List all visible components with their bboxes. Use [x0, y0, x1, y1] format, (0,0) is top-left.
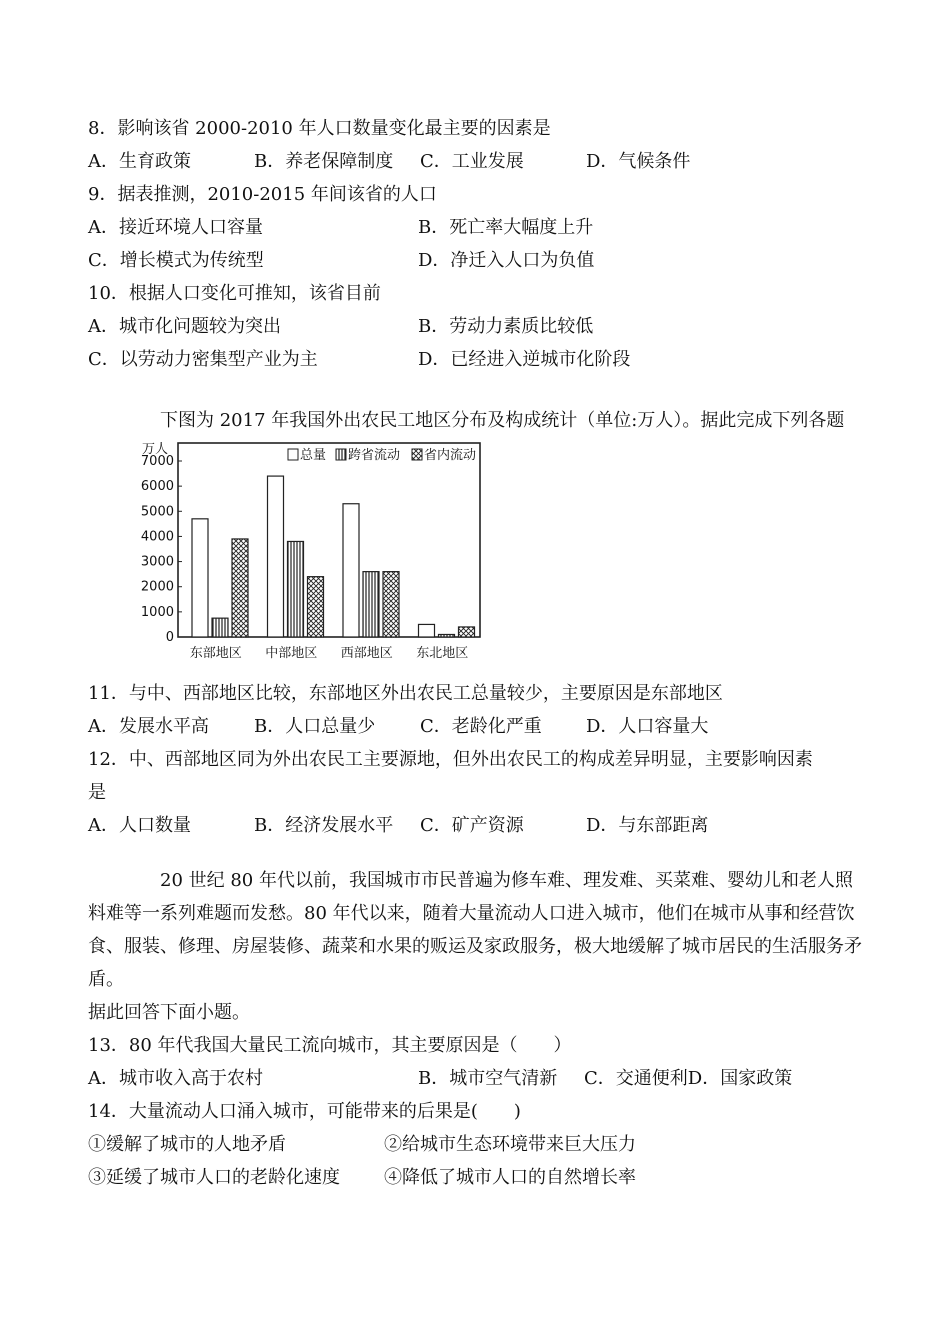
- q10-options-row2: [88, 343, 868, 376]
- legend-label: 跨省流动: [348, 448, 401, 463]
- q13-options: [88, 1062, 868, 1095]
- category-label: 西部地区: [340, 646, 393, 661]
- q14-item-4: ④降低了城市人口的自然增长率: [384, 1167, 636, 1188]
- q9-options-row2: [88, 244, 868, 277]
- category-label: 东部地区: [189, 646, 242, 661]
- bar: [308, 577, 324, 637]
- bar: [383, 572, 399, 637]
- q13-option-c[interactable]: C．交通便利: [584, 1068, 688, 1089]
- q8-stem: 8．影响该省 2000-2010 年人口数量变化最主要的因素是: [88, 118, 551, 139]
- q10-option-b[interactable]: B．劳动力素质比较低: [418, 316, 594, 337]
- q14-item-3: ③延缓了城市人口的老龄化速度: [88, 1167, 340, 1188]
- bar: [343, 504, 359, 637]
- migrant-worker-bar-chart: [116, 441, 486, 673]
- legend-swatch: [412, 449, 422, 460]
- legend-swatch: [336, 449, 346, 460]
- y-tick-label: 5000: [140, 504, 174, 520]
- exam-page: [88, 112, 868, 1194]
- plot-frame: [178, 443, 480, 637]
- q12-option-a[interactable]: A．人口数量: [88, 815, 191, 836]
- q11-stem: 11．与中、西部地区比较，东部地区外出农民工总量较少，主要原因是东部地区: [88, 683, 723, 704]
- y-tick-label: 7000: [140, 454, 174, 469]
- bar: [212, 618, 228, 637]
- q13-stem: 13．80 年代我国大量民工流向城市，其主要原因是（ ）: [88, 1035, 572, 1056]
- q10-option-c[interactable]: C．以劳动力密集型产业为主: [88, 349, 318, 370]
- legend-label: 总量: [300, 448, 327, 463]
- y-axis-unit-label: 万人: [142, 442, 169, 457]
- q12-option-b[interactable]: B．经济发展水平: [254, 815, 394, 836]
- q8-option-c[interactable]: C．工业发展: [420, 151, 524, 172]
- q12-options: [88, 809, 868, 842]
- bar: [439, 634, 455, 637]
- passage-tail: 据此回答下面小题。: [88, 1002, 250, 1023]
- y-tick-label: 2000: [140, 579, 174, 595]
- chart-intro: 下图为 2017 年我国外出农民工地区分布及构成统计（单位:万人）。据此完成下列各题: [160, 410, 845, 431]
- q9-option-b[interactable]: B．死亡率大幅度上升: [418, 217, 594, 238]
- q11-option-b[interactable]: B．人口总量少: [254, 716, 376, 737]
- q9-options-row1: [88, 211, 868, 244]
- q9-option-c[interactable]: C．增长模式为传统型: [88, 250, 264, 271]
- y-tick-label: 1000: [140, 604, 174, 620]
- q8-option-b[interactable]: B．养老保障制度: [254, 151, 394, 172]
- bar: [459, 627, 475, 637]
- q12-stem-line1: 12．中、西部地区同为外出农民工主要源地，但外出农民工的构成差异明显，主要影响因素: [88, 749, 813, 770]
- q14-stem: 14．大量流动人口涌入城市，可能带来的后果是( ): [88, 1101, 521, 1122]
- bar: [419, 624, 435, 637]
- y-tick-label: 3000: [140, 554, 174, 570]
- category-label: 东北地区: [416, 646, 469, 661]
- legend-swatch: [288, 449, 298, 460]
- spacer: [88, 376, 868, 404]
- bar: [192, 519, 208, 637]
- q9-option-d[interactable]: D．净迁入人口为负值: [418, 250, 595, 271]
- q10-option-a[interactable]: A．城市化问题较为突出: [88, 316, 281, 337]
- q10-option-d[interactable]: D．已经进入逆城市化阶段: [418, 349, 631, 370]
- bar: [363, 572, 379, 637]
- legend-label: 省内流动: [424, 448, 477, 463]
- q11-options: [88, 710, 868, 743]
- q8-option-a[interactable]: A．生育政策: [88, 151, 191, 172]
- q13-option-a[interactable]: A．城市收入高于农村: [88, 1068, 263, 1089]
- spacer: [88, 842, 868, 864]
- y-tick-label: 6000: [140, 479, 174, 495]
- q14-item-2: ②给城市生态环境带来巨大压力: [384, 1134, 636, 1155]
- q12-stem-line2: 是: [88, 782, 106, 803]
- q12-option-c[interactable]: C．矿产资源: [420, 815, 524, 836]
- y-tick-label: 4000: [140, 529, 174, 545]
- q9-option-a[interactable]: A．接近环境人口容量: [88, 217, 263, 238]
- bar: [232, 539, 248, 637]
- q14-items-row2: [88, 1161, 868, 1194]
- passage-intro: 20 世纪 80 年代以前，我国城市市民普遍为修车难、理发难、买菜难、婴幼儿和老人照料难等一系列难题而发愁。80 年代以来，随着大量流动人口进入城市，他们在城市从事和经营饮食、服装、修理、房屋装修、蔬菜和水果的贩运及家政服务，极大地缓解了城市居民的生活服务矛盾。: [88, 870, 862, 990]
- q8-option-d[interactable]: D．气候条件: [586, 151, 691, 172]
- q11-option-c[interactable]: C．老龄化严重: [420, 716, 542, 737]
- q12-option-d[interactable]: D．与东部距离: [586, 815, 709, 836]
- q11-option-a[interactable]: A．发展水平高: [88, 716, 209, 737]
- q9-stem: 9．据表推测，2010-2015 年间该省的人口: [88, 184, 437, 205]
- bar: [268, 476, 284, 637]
- y-tick-label: 0: [165, 630, 174, 645]
- q14-item-1: ①缓解了城市的人地矛盾: [88, 1134, 286, 1155]
- q8-options: [88, 145, 868, 178]
- q10-options-row1: [88, 310, 868, 343]
- q13-option-b[interactable]: B．城市空气清新: [418, 1068, 558, 1089]
- q11-option-d[interactable]: D．人口容量大: [586, 716, 709, 737]
- q14-items-row1: [88, 1128, 868, 1161]
- bar: [288, 541, 304, 637]
- q13-option-d[interactable]: D．国家政策: [687, 1068, 793, 1089]
- category-label: 中部地区: [265, 646, 318, 661]
- q10-stem: 10．根据人口变化可推知，该省目前: [88, 283, 381, 304]
